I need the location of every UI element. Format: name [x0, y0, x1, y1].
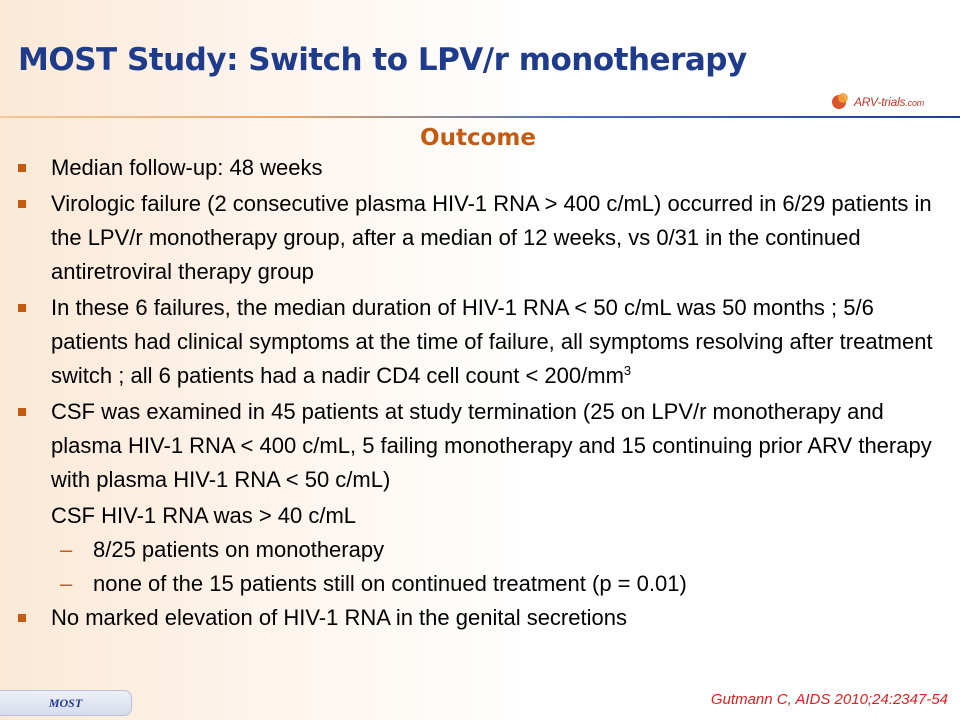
section-subtitle: Outcome — [420, 125, 536, 151]
square-bullet-icon — [18, 408, 26, 416]
bullet-item — [18, 187, 948, 289]
square-bullet-icon — [18, 304, 26, 312]
logo-suffix: .com — [905, 98, 925, 108]
bullet-text: Virologic failure (2 consecutive plasma HIV-1 RNA > 400 c/mL) occurred in 6/29 patients in the LPV/r monotherapy group, after a median of 12 weeks, vs 0/31 in the continued antiretroviral therapy group — [51, 191, 932, 284]
bullet-item — [18, 291, 948, 393]
bullet-text: CSF was examined in 45 patients at study termination (25 on LPV/r monotherapy and plasma HIV-1 RNA < 400 c/mL, 5 failing monotherapy and 15 continuing prior ARV therapy with plasma HIV-1 RNA < 50 c/mL) — [51, 399, 932, 492]
sub-item — [18, 567, 948, 601]
square-bullet-icon — [18, 164, 26, 172]
sub-item-text: none of the 15 patients still on continued treatment (p = 0.01) — [93, 571, 687, 596]
sub-item-text: 8/25 patients on monotherapy — [93, 537, 385, 562]
study-tab[interactable]: MOST — [0, 690, 132, 716]
bullet-text: In these 6 failures, the median duration of HIV-1 RNA < 50 c/mL was 50 months ; 5/6 patients had clinical symptoms at the time of failure, all symptoms resolving after treatment switch ; all 6 patients had a nadir CD4 cell count < 200/mm — [51, 295, 933, 388]
citation: Gutmann C, AIDS 2010;24:2347-54 — [710, 691, 948, 708]
csf-result-text: CSF HIV-1 RNA was > 40 c/mL — [51, 503, 357, 528]
logo-text — [854, 95, 924, 109]
logo-brand: ARV-trials — [854, 95, 906, 109]
arv-trials-logo — [832, 93, 924, 111]
bullet-list — [18, 151, 948, 637]
bullet-item — [18, 151, 948, 185]
superscript: 3 — [623, 363, 632, 378]
dash-bullet-icon: – — [60, 537, 73, 562]
title-divider — [0, 116, 960, 118]
square-bullet-icon — [18, 200, 26, 208]
bullet-text: No marked elevation of HIV-1 RNA in the genital secretions — [51, 605, 627, 630]
dash-bullet-icon: – — [60, 571, 73, 596]
sub-item — [18, 533, 948, 567]
logo-mark-icon — [832, 93, 852, 111]
slide-title: MOST Study: Switch to LPV/r monotherapy — [18, 42, 747, 78]
square-bullet-icon — [18, 614, 26, 622]
bullet-item — [18, 601, 948, 635]
bullet-item — [18, 395, 948, 497]
bullet-text: Median follow-up: 48 weeks — [51, 155, 323, 180]
